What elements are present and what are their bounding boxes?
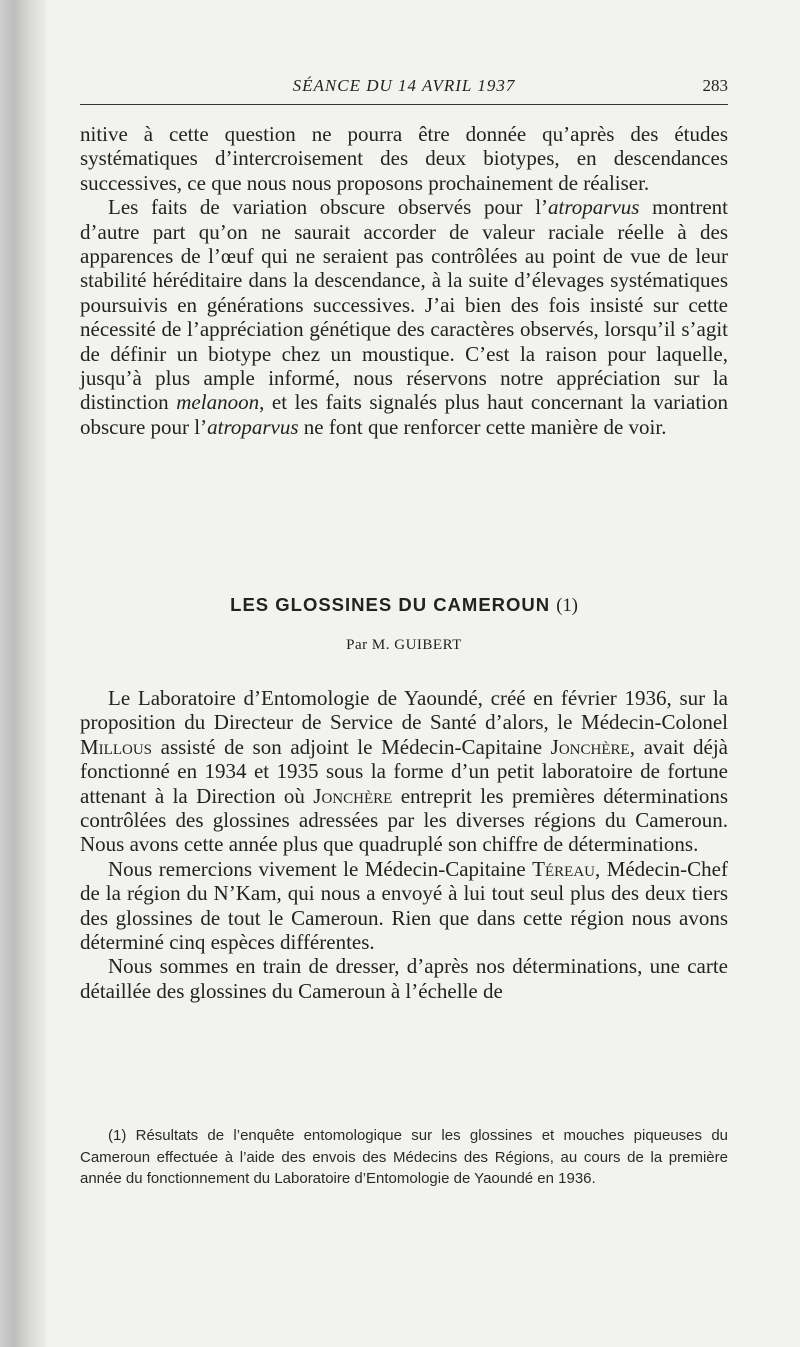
article-title: [80, 594, 728, 617]
article-paragraph-1: [80, 686, 728, 857]
footnote: (1) Résultats de l’enquête entomologique sur les glossines et mouches piqueuses du Cameroun effectuée à l’aide des envois des Médecins des Régions, au cours de la première année du fonctionnement du Laboratoire d’Entomologie de Yaoundé en 1936.: [80, 1127, 728, 1187]
article-byline: Par M. GUIBERT: [346, 637, 462, 653]
page-number: 283: [702, 76, 728, 95]
header-rule: [80, 104, 728, 105]
text-run: Le Laboratoire d’Entomologie de Yaoundé, créé en février 1936, sur la proposition du Directeur de Service de Santé d’alors, le Médecin-Colonel: [80, 686, 728, 735]
running-head: [80, 76, 728, 100]
species-name: melanoon: [176, 390, 260, 415]
article-paragraph-2: [80, 857, 728, 955]
text-run: , et les faits signalés plus haut concernant la variation obscure pour l’: [80, 390, 728, 439]
article-body: [80, 686, 728, 1003]
text-run: ne font que renforcer cette manière de voir.: [298, 414, 667, 439]
species-name: atroparvus: [207, 414, 299, 439]
paragraph-continued: nitive à cette question ne pourra être donnée qu’après des études systématiques d’intercroisement des deux biotypes, en descendances successives, ce que nous nous proposons prochainement de réaliser.: [80, 122, 728, 195]
article-paragraph-3: Nous sommes en train de dresser, d’après nos déterminations, une carte détaillée des glossines du Cameroun à l’échelle de: [80, 954, 728, 1003]
article-title-text: LES GLOSSINES DU CAMEROUN: [230, 594, 551, 615]
species-name: atroparvus: [548, 195, 640, 220]
person-name: Jonchère: [313, 783, 393, 808]
person-name: Téreau: [532, 856, 595, 881]
text-run: assisté de son adjoint le Médecin-Capitaine: [152, 734, 551, 759]
running-head-title: SÉANCE DU 14 AVRIL 1937: [292, 76, 516, 95]
text-run: , Médecin-Chef de la région du N’Kam, qui nous a envoyé à lui tout seul plus des deux tiers des glossines de tout le Cameroun. Rien que dans cette région nous avons déterminé cinq espèces différentes.: [80, 856, 728, 955]
text-run: entreprit les premières déterminations contrôlées des glossines adressées par les diverses régions du Cameroun. Nous avons cette année plus que quadruplé son chiffre de déterminations.: [80, 783, 728, 857]
person-name: Millous: [80, 734, 152, 759]
text-run: , avait déjà fonctionné en 1934 et 1935 sous la forme d’un petit laboratoire de fortune attenant à la Direction où: [80, 734, 728, 808]
footnote-reference: (1): [556, 596, 578, 616]
text-run: montrent d’autre part qu’on ne saurait accorder de valeur raciale réelle à des apparences de l’œuf qui ne seraient pas contrôlées au point de vue de leur stabilité héréditaire dans la descendance, à la suite d’élevages systématiques poursuivis en générations successives. J’ai bien des fois insisté sur cette nécessité de l’appréciation génétique des caractères observés, lorsqu’il s’agit de définir un biotype chez un moustique. C’est la raison pour laquelle, jusqu’à plus ample informé, nous réservons notre appréciation sur la distinction: [80, 195, 728, 415]
text-run: Nous remercions vivement le Médecin-Capitaine: [108, 856, 533, 881]
text-run: Les faits de variation obscure observés pour l’: [108, 195, 549, 220]
person-name: Jonchère: [550, 734, 630, 759]
continued-text-block: [80, 122, 728, 439]
paragraph-atroparvus: [80, 195, 728, 439]
